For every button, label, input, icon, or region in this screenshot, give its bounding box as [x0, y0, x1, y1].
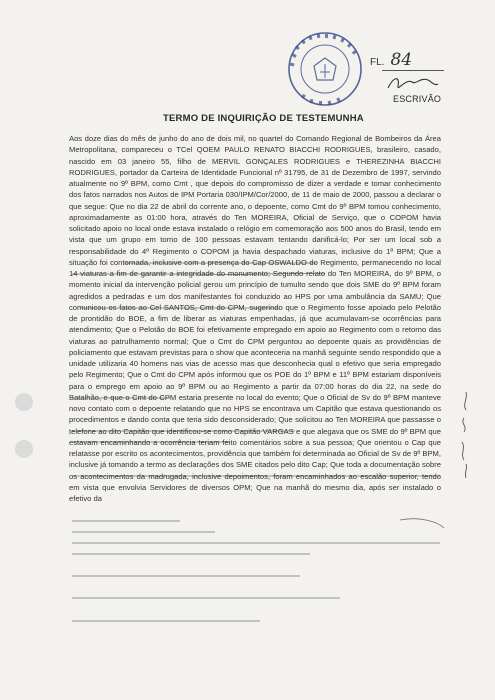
escrivao-label: ESCRIVÃO — [393, 94, 442, 104]
folio-label: FL. — [370, 57, 385, 68]
clerk-signature — [384, 72, 440, 94]
testimony-body: Aos doze dias do mês de junho do ano de dois mil, no quartel do Comando Regional de Bombeiros da Área Metropolitana, compareceu o TCel QOEM PAULO RENATO BIACCHI RODRIGUES, brasileiro, casado, nascido em 03 janeiro 55, filho de MERVIL GONÇALES RODRIGUES e THEREZINHA BIACCHI RODRIGUES, portador da Carteira de Identidade Funcional nº 31795, de 31 de Dezembro de 1997, servindo atualmente no 9º BPM, como Cmt , que depois do compromisso de dizer a verdade e tomar conhecimento dos fatos narrados nos Autos de IPM Portaria 030/IPM/Cor/2000, de 11 de maio de 2000, passou a declarar o que segue: Que no dia 22 de abril do corrente ano, o depoente, como Cmt do 9º BPM tomou conhecimento, aproximadamente as 01:00 hora, através do Ten MOREIRA, Oficial de Serviço, que o COPOM havia solicitado apoio no local onde estava instalado o relógio em comemoração aos 500 anos do Brasil, tendo em vista que um grupo em torno de 100 pessoas estavam tentando danificá-lo; Por ser um local sob a responsabilidade do 4º Regimento o COPOM ja havia despachado viaturas, inclusive do 1º BPM; Que a situação foi contornada, inclusive com a presença do Cap OSWALDO do Regimento, permanecendo no local 14 viaturas a fim de garantir a integridade do monumento; Segundo relato do Ten MOREIRA, do 9º BPM, o momento inicial da intervenção policial gerou um princípio de tumulto sendo que dois SME do 9º BPM foram agredidos a pedradas e um dos manifestantes foi conduzido ao HPS por uma ambulância da SAMU; Que comunicou os fatos ao Cel SANTOS, Cmt do CPM, sugerindo que o Regimento fosse apoiado pelo Pelotão de prontidão do BOE, a fim de liberar as viaturas empenhadas, já que acumulavam-se ocorrências para atendimento; Que o Pelotão do BOE foi efetivamente empregado em apoio ao Regimento com o retorno das viaturas ao patrulhamento normal; Que o Cmt do CPM perguntou ao depoente quais as providências de policiamento que estavam previstas para o show que aconteceria na manhã seguinte sendo respondido que a unidade utilizaria 40 homens nas vias de acesso mas que desconhecia qual o efetivo que seria empregado pelo Regimento; Que o Cmt do CPM após informou que os POE do 1º BPM e 11º BPM estariam disponíveis para o emprego em apoio ao 9º BPM ou ao Regimento a partir da 07:00 horas do dia 22, na sede do Batalhão, e que o Cmt do CPM estaria presente no local do evento; Que o Oficial de Sv do 9º BPM manteve novo contato com o depoente relatando que no HPS se encontrava um Capitão que estava questionando os procedimentos e dando conta que teria sido desconsiderado; Que solicitou ao Ten MOREIRA que passasse o telefone ao dito Capitão que identificou-se como Capitão VARGAS e que alegava que os SME do 9º BPM que estavam encaminhando a ocorrência teriam feito comentários sobre a sua pessoa; Que orientou o Cap que relatasse por escrito os acontecimentos, providência que também foi determinada ao Oficial de Sv de 9º BPM, inclusive já tomando a termo as declarações dos SME citados pelo dito Cap; Que toda a documentação sobre os acontecimentos da madrugada, inclusive depoimentos, foram encaminhados ao escalão superior, tendo em vista que envolvia Servidores de diversos OPM; Que na manhã do mesmo dia, após ser instalado o efetivo da — [69, 134, 441, 503]
folio-underline — [382, 70, 444, 71]
folio-number: 84 — [390, 50, 413, 70]
punch-hole-top — [15, 393, 33, 411]
court-seal-stamp — [286, 30, 364, 108]
document-title: TERMO DE INQUIRIÇÃO DE TESTEMUNHA — [163, 113, 364, 124]
handwritten-margin-note — [452, 390, 476, 480]
folio-marker — [370, 50, 412, 70]
punch-hole-bottom — [15, 440, 33, 458]
